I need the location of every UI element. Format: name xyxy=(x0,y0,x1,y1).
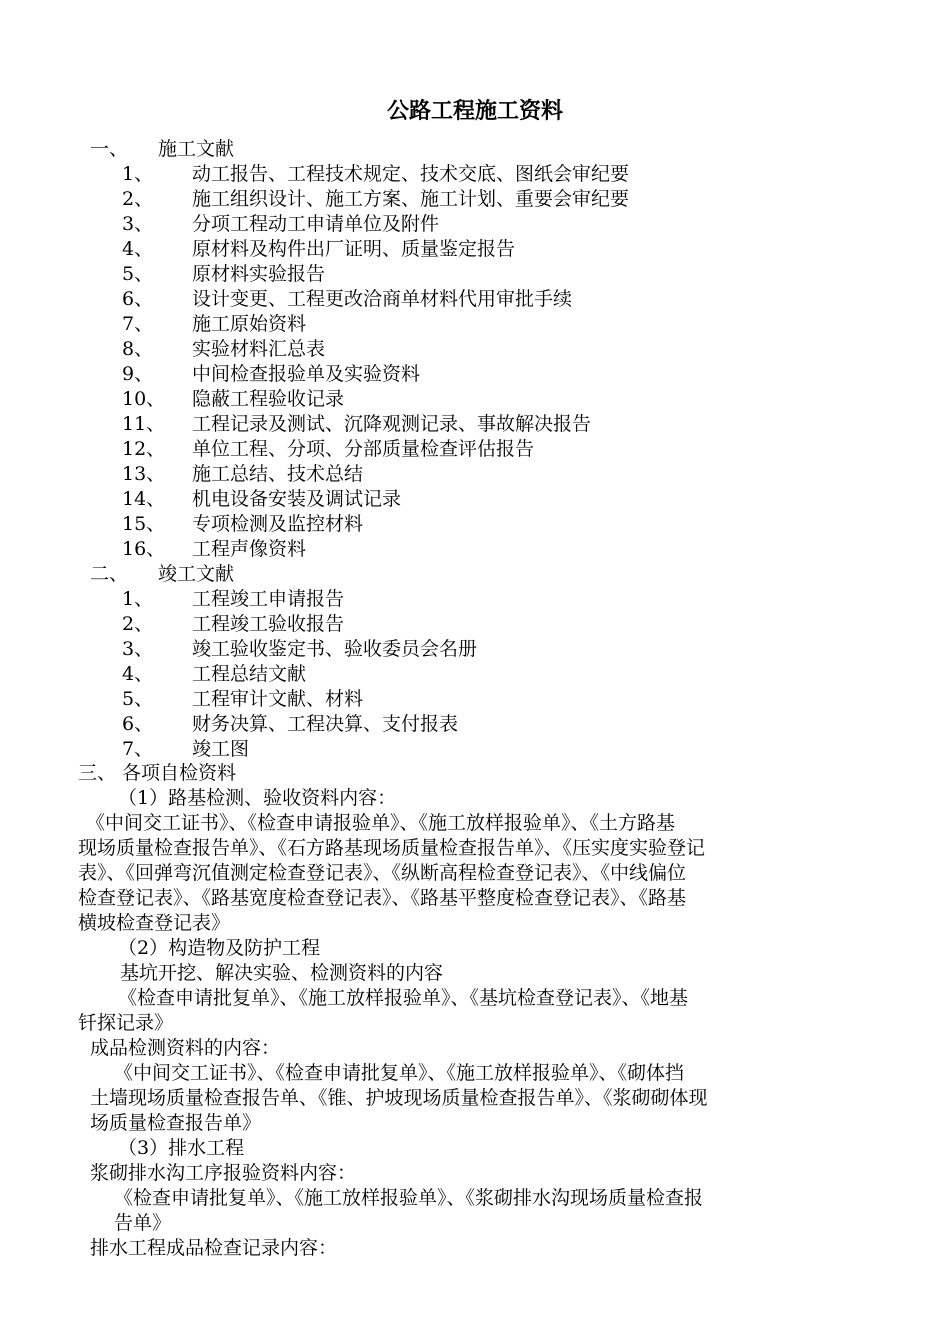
list-item xyxy=(122,237,515,262)
list-item-number: 13、 xyxy=(122,463,166,485)
subsection-3-intro: 浆砌排水沟工序报验资料内容： xyxy=(90,1162,357,1184)
section-number: 一、 xyxy=(90,138,129,160)
subsection-heading-1: （1）路基检测、验收资料内容： xyxy=(118,787,397,809)
list-item-text: 实验材料汇总表 xyxy=(192,338,326,360)
list-item-text: 专项检测及监控材料 xyxy=(192,513,364,535)
list-item-text: 机电设备安装及调试记录 xyxy=(192,488,402,510)
subsection-2-intro: 基坑开挖、解决实验、检测资料的内容 xyxy=(120,962,444,984)
list-item-text: 工程总结文献 xyxy=(192,663,307,685)
paragraph-line: 《中间交工证书》、《检查申请报验单》、《施工放样报验单》、《土方路基 xyxy=(86,812,676,834)
list-item-text: 施工组织设计、施工方案、施工计划、重要会审纪要 xyxy=(192,188,630,210)
list-item-number: 1、 xyxy=(122,588,154,610)
list-item-text: 单位工程、分项、分部质量检查评估报告 xyxy=(192,438,535,460)
list-item-text: 施工原始资料 xyxy=(192,313,307,335)
list-item-text: 工程审计文献、材料 xyxy=(192,688,364,710)
paragraph-line: 《检查申请批复单》、《施工放样报验单》、《浆砌排水沟现场质量检查报 xyxy=(114,1187,704,1209)
list-item-number: 5、 xyxy=(122,263,154,285)
section-heading-1 xyxy=(90,137,234,162)
list-item-text: 原材料及构件出厂证明、质量鉴定报告 xyxy=(192,238,516,260)
list-item xyxy=(122,637,477,662)
list-item xyxy=(122,662,306,687)
subsection-heading-3: （3）排水工程 xyxy=(118,1137,245,1159)
list-item xyxy=(122,737,249,762)
list-item xyxy=(122,262,325,287)
list-item-number: 11、 xyxy=(122,413,166,435)
list-item-number: 6、 xyxy=(122,713,154,735)
paragraph-line: 《检查申请批复单》、《施工放样报验单》、《基坑检查登记表》、《地基 xyxy=(118,987,689,1009)
subsection-1-paragraph xyxy=(78,811,860,936)
list-item-number: 8、 xyxy=(122,338,154,360)
list-item-text: 分项工程动工申请单位及附件 xyxy=(192,213,440,235)
list-item xyxy=(122,462,363,487)
list-item-text: 隐蔽工程验收记录 xyxy=(192,388,345,410)
list-item-number: 3、 xyxy=(122,213,154,235)
list-item xyxy=(122,187,629,212)
list-item-text: 中间检查报验单及实验资料 xyxy=(192,363,421,385)
subsection-3-finished-heading: 排水工程成品检查记录内容： xyxy=(90,1237,338,1259)
list-item xyxy=(122,387,344,412)
list-item-number: 1、 xyxy=(122,163,154,185)
paragraph-line: 场质量检查报告单》 xyxy=(90,1112,262,1134)
list-item xyxy=(122,162,629,187)
subsection-2-finished-heading: 成品检测资料的内容： xyxy=(90,1037,281,1059)
paragraph-line: 《中间交工证书》、《检查申请批复单》、《施工放样报验单》、《砌体挡 xyxy=(114,1062,685,1084)
list-item-text: 施工总结、技术总结 xyxy=(192,463,364,485)
list-item-number: 6、 xyxy=(122,288,154,310)
paragraph-line: 现场质量检查报告单》、《石方路基现场质量检查报告单》、《压实度实验登记 xyxy=(78,837,706,859)
list-item-text: 工程声像资料 xyxy=(192,538,307,560)
list-item-number: 16、 xyxy=(122,538,166,560)
list-item-text: 工程竣工验收报告 xyxy=(192,613,345,635)
list-item xyxy=(122,362,420,387)
subsection-2-paragraph xyxy=(78,986,860,1036)
list-item-text: 竣工验收鉴定书、验收委员会名册 xyxy=(192,638,478,660)
list-item xyxy=(122,712,458,737)
list-item xyxy=(122,512,363,537)
section-heading-3: 三、 各项自检资料 xyxy=(78,762,237,784)
list-item-number: 2、 xyxy=(122,188,154,210)
list-item xyxy=(122,612,344,637)
list-item-number: 12、 xyxy=(122,438,166,460)
list-item-number: 5、 xyxy=(122,688,154,710)
paragraph-line: 横坡检查登记表》 xyxy=(78,912,231,934)
list-item xyxy=(122,487,401,512)
section-number: 二、 xyxy=(90,563,129,585)
list-item-number: 4、 xyxy=(122,238,154,260)
paragraph-line: 检查登记表》、《路基宽度检查登记表》、《路基平整度检查登记表》、《路基 xyxy=(78,887,687,909)
list-item xyxy=(122,437,534,462)
list-item-text: 财务决算、工程决算、支付报表 xyxy=(192,713,459,735)
list-item-number: 4、 xyxy=(122,663,154,685)
list-item-text: 竣工图 xyxy=(192,738,250,760)
list-item-text: 工程记录及测试、沉降观测记录、事故解决报告 xyxy=(192,413,592,435)
list-item-text: 工程竣工申请报告 xyxy=(192,588,345,610)
paragraph-line: 土墙现场质量检查报告单、《锥、护坡现场质量检查报告单》、《浆砌砌体现 xyxy=(90,1087,708,1109)
list-item xyxy=(122,312,306,337)
section-label: 竣工文献 xyxy=(158,563,235,585)
list-item xyxy=(122,537,306,562)
section-label: 施工文献 xyxy=(158,138,235,160)
section-heading-2 xyxy=(90,562,234,587)
list-item-text: 动工报告、工程技术规定、技术交底、图纸会审纪要 xyxy=(192,163,630,185)
list-item-number: 7、 xyxy=(122,313,154,335)
list-item-number: 15、 xyxy=(122,513,166,535)
list-item-number: 14、 xyxy=(122,488,166,510)
list-item xyxy=(122,337,325,362)
paragraph-line: 钎探记录》 xyxy=(78,1012,174,1034)
list-item xyxy=(122,587,344,612)
list-item xyxy=(122,687,363,712)
list-item-number: 7、 xyxy=(122,738,154,760)
list-item xyxy=(122,412,591,437)
list-item-number: 9、 xyxy=(122,363,154,385)
list-item-number: 2、 xyxy=(122,613,154,635)
subsection-3-paragraph xyxy=(78,1186,860,1236)
list-item xyxy=(122,287,572,312)
list-item-number: 10、 xyxy=(122,388,166,410)
list-item xyxy=(122,212,439,237)
subsection-2-finished-paragraph xyxy=(78,1061,860,1136)
paragraph-line: 表》、《回弹弯沉值测定检查登记表》、《纵断高程检查登记表》、《中线偏位 xyxy=(78,862,687,884)
paragraph-line: 告单》 xyxy=(114,1212,172,1234)
list-item-text: 原材料实验报告 xyxy=(192,263,326,285)
list-item-text: 设计变更、工程更改洽商单材料代用审批手续 xyxy=(192,288,573,310)
page-title: 公路工程施工资料 xyxy=(386,98,563,124)
subsection-heading-2: （2）构造物及防护工程 xyxy=(118,937,321,959)
list-item-number: 3、 xyxy=(122,638,154,660)
